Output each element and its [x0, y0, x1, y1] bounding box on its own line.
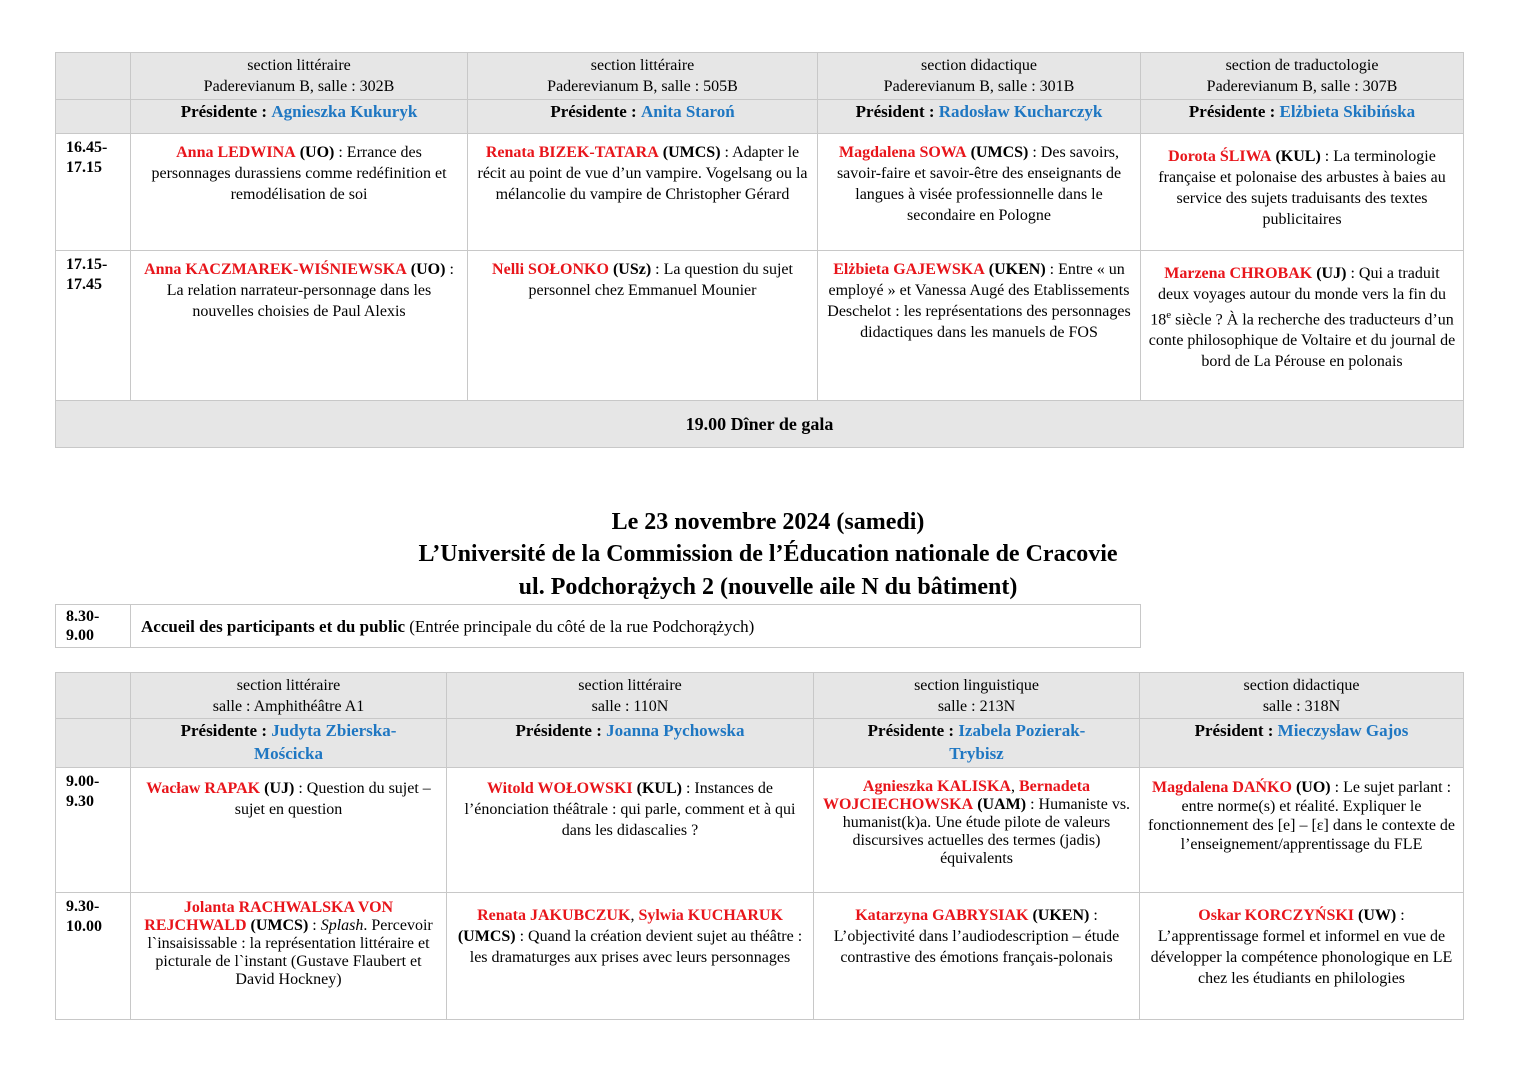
- venue-heading: L’Université de la Commission de l’Éducation nationale de Cracovie: [418, 541, 1118, 567]
- time-end: 10.00: [66, 918, 102, 935]
- time-start: 9.00-: [66, 773, 100, 790]
- talk-title: : Humaniste vs. humanist(k)a. Une étude pilote de valeurs discursives actuelles des termes (jadis) équivalents: [842, 796, 1131, 867]
- institution: (USz): [612, 261, 652, 278]
- speaker-name: Wacław RAPAK: [146, 780, 261, 797]
- talk-title: : La terminologie française et polonaise des arbustes à baies au service des sujets traduisants des textes publicitaires: [1158, 148, 1446, 228]
- chair-cell: [131, 719, 447, 768]
- section-room: Paderevianum B, salle : 505B: [547, 78, 738, 95]
- chair-name: Izabela Pozierak-Trybisz: [949, 721, 1086, 763]
- time-slot: [56, 251, 131, 401]
- section-room: Paderevianum B, salle : 301B: [883, 78, 1075, 95]
- day1-schedule-table: [55, 52, 1464, 448]
- talk-cell: [814, 768, 1140, 893]
- gala-row: [56, 401, 1464, 448]
- speaker-name: Magdalena SOWA: [839, 144, 967, 161]
- address-heading: ul. Podchorążych 2 (nouvelle aile N du bâtiment): [518, 574, 1018, 600]
- day2-schedule-table: [55, 672, 1464, 1020]
- chair-label: Présidente :: [515, 721, 602, 740]
- institution: (UO): [299, 144, 335, 161]
- institution: (KUL): [636, 780, 682, 797]
- day1-corner-cell: [56, 53, 131, 100]
- time-slot: [56, 134, 131, 251]
- day2-corner-cell: [56, 673, 131, 719]
- talk-title: : Errance des personnages durassiens comme redéfinition et remodélisation de soi: [151, 144, 447, 203]
- day1-corner-cell: [56, 100, 131, 134]
- day2-slot-row: [56, 768, 1464, 893]
- speaker-name: Elżbieta GAJEWSKA: [833, 261, 985, 278]
- institution: (UMCS): [250, 917, 309, 934]
- chair-label: Présidente :: [550, 102, 637, 121]
- chair-label: Présidente :: [1188, 102, 1276, 121]
- section-room: Paderevianum B, salle : 307B: [1206, 78, 1398, 95]
- chair-label: Présidente :: [867, 721, 955, 740]
- chair-cell: [131, 100, 468, 134]
- chair-cell: [447, 719, 814, 768]
- talk-title: . Percevoir l`insaisissable : la représentation littéraire et picturale de l`instant (Gustave Flaubert et David Hockney): [147, 917, 433, 988]
- chair-name: Anita Staroń: [640, 102, 735, 121]
- speaker-name: Bernadeta WOJCIECHOWSKA: [822, 778, 1091, 813]
- talk-cell: [131, 134, 468, 251]
- talk-cell: [1141, 134, 1464, 251]
- speaker-name: Witold WOŁOWSKI: [486, 780, 633, 797]
- time-start: 17.15-: [66, 256, 108, 273]
- chair-name: Mieczysław Gajos: [1277, 721, 1409, 740]
- time-end: 9.00: [66, 627, 94, 644]
- speaker-name: Oskar KORCZYŃSKI: [1198, 907, 1355, 924]
- chair-name: Joanna Pychowska: [606, 721, 745, 740]
- welcome-label: Accueil des participants et du public: [141, 617, 405, 636]
- institution: (UJ): [1316, 265, 1347, 282]
- talk-title: : Instances de l’énonciation théâtrale : qui parle, comment et à qui dans les didascalies ?: [464, 780, 796, 839]
- talk-cell: [818, 251, 1141, 401]
- chair-cell: [1141, 100, 1464, 134]
- talk-title: : Qui a traduit deux voyages autour du monde vers la fin du 18: [1150, 265, 1446, 329]
- day1-section-header: [818, 53, 1141, 100]
- day2-chair-row: [56, 719, 1464, 768]
- time-end: 9.30: [66, 793, 94, 810]
- section-room: salle : 318N: [1262, 698, 1341, 715]
- speaker-name: Dorota ŚLIWA: [1168, 148, 1272, 165]
- day2-section-row: [56, 673, 1464, 719]
- day1-section-header: [1141, 53, 1464, 100]
- day2-slot-row: [56, 893, 1464, 1020]
- section-name: section didactique: [1243, 677, 1360, 694]
- chair-label: Présidente :: [180, 102, 268, 121]
- talk-cell: [131, 768, 447, 893]
- speaker-name: Anna LEDWINA: [176, 144, 296, 161]
- day1-slot-row: [56, 251, 1464, 401]
- chair-name: Elżbieta Skibińska: [1279, 102, 1416, 121]
- institution: (UMCS): [662, 144, 721, 161]
- speaker-name: Katarzyna GABRYSIAK: [855, 907, 1029, 924]
- chair-label: Président :: [1194, 721, 1274, 740]
- talk-title: : Question du sujet – sujet en question: [234, 780, 431, 818]
- day2-section-header: [131, 673, 447, 719]
- talk-cell: [131, 893, 447, 1020]
- speaker-name: Sylwia KUCHARUK: [638, 907, 783, 924]
- talk-cell: [1140, 893, 1464, 1020]
- time-end: 17.15: [66, 159, 102, 176]
- talk-title-cont: siècle ? À la recherche des traducteurs d’un conte philosophique de Voltaire et du journal de bord de La Pérouse en polonais: [1148, 311, 1456, 371]
- talk-title: : Quand la création devient sujet au théâtre : les dramaturges aux prises avec leurs personnages: [469, 928, 803, 966]
- talk-title: : L’apprentissage formel et informel en vue de développer la compétence phonologique en LE chez les étudiants en philologies: [1150, 907, 1453, 987]
- talk-title: : Des savoirs, savoir-faire et savoir-être des enseignants de langues à visée professionnelle dans le secondaire en Pologne: [836, 144, 1122, 224]
- section-name: section littéraire: [578, 677, 682, 694]
- section-name: section littéraire: [247, 57, 351, 74]
- talk-title: : L’objectivité dans l’audiodescription – étude contrastive des émotions français-polonais: [833, 907, 1120, 966]
- separator: ,: [1010, 778, 1019, 795]
- talk-title: : Entre « un employé » et Vanessa Augé des Etablissements Deschelot : les représentations des personnages didactiques dans les manuels de FOS: [827, 261, 1131, 341]
- superscript: e: [1166, 309, 1172, 321]
- welcome-cell: [131, 605, 1141, 648]
- time-start: 8.30-: [66, 608, 100, 625]
- speaker-name: Marzena CHROBAK: [1164, 265, 1313, 282]
- institution: (UKEN): [1032, 907, 1090, 924]
- day2-section-header: [1140, 673, 1464, 719]
- speaker-name: Magdalena DAŃKO: [1151, 779, 1292, 796]
- speaker-name: Nelli SOŁONKO: [492, 261, 609, 278]
- talk-cell: [131, 251, 468, 401]
- chair-cell: [814, 719, 1140, 768]
- institution: (UMCS): [457, 928, 516, 945]
- separator: :: [308, 917, 321, 934]
- day1-section-header: [468, 53, 818, 100]
- chair-name: Agnieszka Kukuryk: [271, 102, 418, 121]
- chair-name: Judyta Zbierska-Mościcka: [254, 721, 397, 763]
- section-name: section linguistique: [914, 677, 1039, 694]
- institution: (UJ): [264, 780, 295, 797]
- welcome-table: [55, 604, 1141, 648]
- section-room: Paderevianum B, salle : 302B: [203, 78, 395, 95]
- chair-cell: [1140, 719, 1464, 768]
- day1-slot-row: [56, 134, 1464, 251]
- day2-date-heading: Le 23 novembre 2024 (samedi): [611, 509, 925, 535]
- day2-section-header: [814, 673, 1140, 719]
- section-name: section littéraire: [236, 677, 341, 694]
- section-name: section de traductologie: [1225, 57, 1379, 74]
- institution: (UKEN): [988, 261, 1046, 278]
- day2-section-header: [447, 673, 814, 719]
- speaker-name: Renata JAKUBCZUK: [477, 907, 631, 924]
- day1-section-header: [131, 53, 468, 100]
- talk-cell: [814, 893, 1140, 1020]
- institution: (UO): [1295, 779, 1331, 796]
- talk-title: : Le sujet parlant : entre norme(s) et réalité. Expliquer le fonctionnement des [e] – [ɛ] dans le contexte de l’enseignement/apprentissage du FLE: [1147, 779, 1456, 853]
- talk-cell: [1140, 768, 1464, 893]
- separator: ,: [630, 907, 639, 924]
- chair-cell: [818, 100, 1141, 134]
- talk-cell: [468, 251, 818, 401]
- talk-cell: [447, 768, 814, 893]
- speaker-name: Anna KACZMAREK-WIŚNIEWSKA: [144, 261, 407, 278]
- italic-title: Splash: [320, 917, 364, 934]
- day1-section-row: [56, 53, 1464, 100]
- talk-title: : La relation narrateur-personnage dans les nouvelles choisies de Paul Alexis: [166, 261, 454, 320]
- welcome-row: [56, 605, 1141, 648]
- section-name: section littéraire: [590, 57, 695, 74]
- chair-label: Président :: [855, 102, 935, 121]
- time-start: 9.30-: [66, 898, 100, 915]
- talk-cell: [1141, 251, 1464, 401]
- institution: (UAM): [977, 796, 1027, 813]
- section-name: section didactique: [921, 57, 1037, 74]
- time-slot: [56, 893, 131, 1020]
- institution: (UMCS): [970, 144, 1029, 161]
- section-room: salle : 213N: [937, 698, 1016, 715]
- talk-cell: [818, 134, 1141, 251]
- speaker-name: Renata BIZEK-TATARA: [485, 144, 659, 161]
- speaker-name: Jolanta RACHWALSKA VON REJCHWALD: [144, 899, 394, 934]
- institution: (UO): [410, 261, 446, 278]
- speaker-name: Agnieszka KALISKA: [862, 778, 1011, 795]
- talk-cell: [468, 134, 818, 251]
- chair-cell: [468, 100, 818, 134]
- day2-corner-cell: [56, 719, 131, 768]
- talk-title: : Adapter le récit au point de vue d’un vampire. Vogelsang ou la mélancolie du vampire de Christopher Gérard: [477, 144, 808, 203]
- section-room: salle : Amphithéâtre A1: [212, 698, 365, 715]
- gala-dinner: 19.00 Dîner de gala: [56, 401, 1464, 448]
- section-room: salle : 110N: [591, 698, 669, 715]
- time-start: 16.45-: [66, 139, 108, 156]
- time-slot: [56, 605, 131, 648]
- talk-cell: [447, 893, 814, 1020]
- institution: (UW): [1358, 907, 1397, 924]
- talk-title: : La question du sujet personnel chez Emmanuel Mounier: [528, 261, 793, 299]
- day1-chair-row: [56, 100, 1464, 134]
- chair-name: Radosław Kucharczyk: [938, 102, 1103, 121]
- institution: (KUL): [1275, 148, 1321, 165]
- time-slot: [56, 768, 131, 893]
- chair-label: Présidente :: [180, 721, 267, 740]
- welcome-detail: (Entrée principale du côté de la rue Podchorążych): [405, 617, 755, 636]
- time-end: 17.45: [66, 276, 102, 293]
